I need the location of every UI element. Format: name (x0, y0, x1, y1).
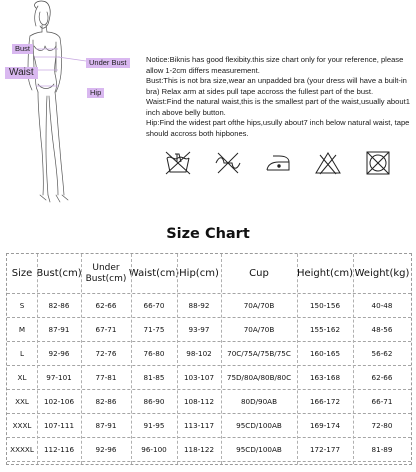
table-row (7, 318, 411, 342)
cell-hip: 103-107 (183, 373, 215, 382)
cell-cup: 80D/90AB (240, 397, 278, 406)
do-not-tumble-dry-icon (364, 150, 392, 176)
cell-height: 169-174 (309, 421, 341, 430)
waist-label: Waist (5, 67, 38, 79)
header-under-bust: Under Bust(cm) (85, 262, 127, 284)
cell-bust: 102-106 (43, 397, 75, 406)
column-divider (353, 254, 354, 464)
cell-hip: 108-112 (183, 397, 215, 406)
header-height: Height(cm) (296, 268, 354, 279)
cell-size: XXXXL (10, 445, 34, 454)
cell-waist: 91-95 (143, 421, 165, 430)
cell-bust: 107-111 (43, 421, 75, 430)
cell-weight: 72-80 (371, 421, 393, 430)
cell-hip: 88-92 (188, 301, 210, 310)
column-divider (81, 254, 82, 464)
measurement-notice (146, 55, 414, 139)
header-size: Size (11, 268, 33, 279)
cell-under-bust: 62-66 (95, 301, 117, 310)
cell-under-bust: 77-81 (95, 373, 117, 382)
table-row (7, 390, 411, 414)
low-iron-icon (264, 150, 292, 176)
table-row (7, 294, 411, 318)
cell-size: XXL (15, 397, 29, 406)
measurement-guide-lines (0, 0, 140, 208)
notice-bust: Bust:This is not bra size,wear an unpadded bra (your dress will have a built-in bra) Relax arm at sides pull tape accross the fullest part of the bust. (146, 76, 407, 96)
header-cup: Cup (249, 268, 269, 279)
size-chart-title: Size Chart (166, 226, 250, 242)
cell-bust: 97-101 (46, 373, 72, 382)
cell-height: 160-165 (309, 349, 341, 358)
header-hip: Hip(cm) (179, 268, 219, 279)
hip-label: Hip (87, 88, 104, 98)
cell-under-bust: 72-76 (95, 349, 117, 358)
under-bust-connector (58, 57, 86, 61)
cell-size: L (19, 349, 24, 358)
cell-waist: 81-85 (143, 373, 165, 382)
do-not-bleach-icon (314, 150, 342, 176)
care-instructions (160, 150, 410, 178)
cell-height: 166-172 (309, 397, 341, 406)
cell-waist: 86-90 (143, 397, 165, 406)
cell-cup: 75D/80A/80B/80C (226, 373, 292, 382)
cell-waist: 96-100 (141, 445, 167, 454)
header-bust: Bust(cm) (36, 268, 82, 279)
notice-intro: Notice:Biknis has good flexibity.this size chart only for your reference, please allow 1-2cm differs measurement. (146, 55, 404, 75)
cell-cup: 70A/70B (243, 325, 275, 334)
column-divider (131, 254, 132, 464)
do-not-wring-icon (214, 150, 242, 176)
table-row (7, 342, 411, 366)
bust-label: Bust (12, 44, 33, 54)
cell-bust: 92-96 (48, 349, 70, 358)
cell-height: 172-177 (309, 445, 341, 454)
cell-waist: 66-70 (143, 301, 165, 310)
column-divider (37, 254, 38, 464)
body-measurement-figure (0, 0, 140, 208)
cell-bust: 87-91 (48, 325, 70, 334)
cell-size: S (19, 301, 25, 310)
header-waist: Waist(cm) (128, 268, 180, 279)
table-row (7, 414, 411, 438)
cell-cup: 95CD/100AB (236, 445, 282, 454)
table-row (7, 438, 411, 462)
cell-waist: 71-75 (143, 325, 165, 334)
cell-under-bust: 87-91 (95, 421, 117, 430)
cell-weight: 62-66 (371, 373, 393, 382)
cell-weight: 56-62 (371, 349, 393, 358)
under-bust-label: Under Bust (86, 58, 130, 68)
cell-size: XXXL (12, 421, 32, 430)
cell-height: 163-168 (309, 373, 341, 382)
size-chart-table (6, 253, 412, 465)
cell-bust: 82-86 (48, 301, 70, 310)
cell-under-bust: 67-71 (95, 325, 117, 334)
cell-size: M (18, 325, 26, 334)
cell-height: 150-156 (309, 301, 341, 310)
cell-size: XL (17, 373, 27, 382)
cell-cup: 95CD/100AB (236, 421, 282, 430)
notice-waist: Waist:Find the natural waist,this is the smallest part of the waist,usually about1 inch above belly button. (146, 97, 410, 117)
cell-cup: 70A/70B (243, 301, 275, 310)
no-hand-wash-icon (164, 150, 192, 176)
cell-weight: 48-56 (371, 325, 393, 334)
cell-hip: 113-117 (183, 421, 215, 430)
header-weight: Weight(kg) (354, 268, 410, 279)
cell-under-bust: 92-96 (95, 445, 117, 454)
column-divider (177, 254, 178, 464)
cell-hip: 98-102 (186, 349, 212, 358)
cell-waist: 76-80 (143, 349, 165, 358)
cell-under-bust: 82-86 (95, 397, 117, 406)
notice-hip: Hip:Find the widest part ofthe hips,usully about7 inch below natural waist, tape should accross both hipbones. (146, 118, 410, 138)
table-row (7, 366, 411, 390)
cell-bust: 112-116 (43, 445, 75, 454)
cell-weight: 66-71 (371, 397, 393, 406)
column-divider (297, 254, 298, 464)
cell-weight: 40-48 (371, 301, 393, 310)
column-divider (221, 254, 222, 464)
cell-hip: 118-122 (183, 445, 215, 454)
cell-weight: 81-89 (371, 445, 393, 454)
cell-hip: 93-97 (188, 325, 210, 334)
cell-cup: 70C/75A/75B/75C (227, 349, 291, 358)
cell-height: 155-162 (309, 325, 341, 334)
table-header-row (7, 254, 411, 294)
